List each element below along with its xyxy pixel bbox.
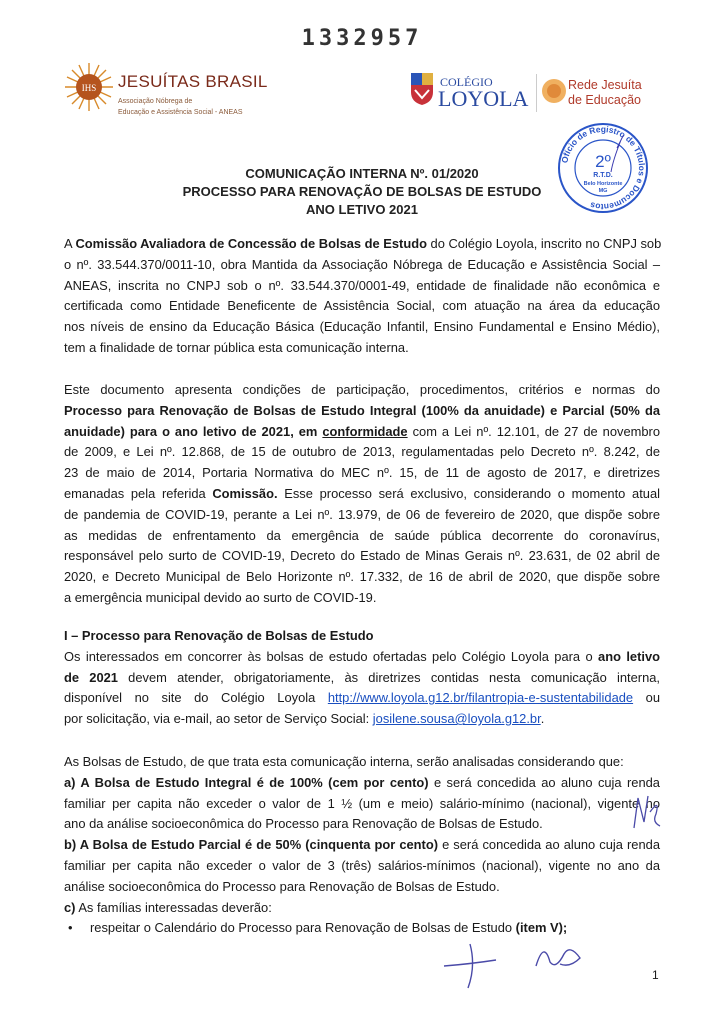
text-line [64, 814, 660, 835]
section-1-process [64, 626, 660, 730]
paragraph-legal-basis [64, 380, 660, 609]
rede-line1: Rede Jesuíta [568, 78, 642, 92]
text-run: análise socioeconômica do Processo para Renovação de Bolsas de Estudo. [64, 878, 500, 894]
rede-jesuita-label [568, 78, 642, 108]
text-run: o nº. 33.544.370/0011-10, obra Mantida da Associação Nóbrega de Educação e Assistência Social – [64, 256, 660, 272]
text-line [64, 898, 660, 919]
stamp-city: Belo Horizonte [583, 181, 623, 187]
text-line [64, 380, 660, 401]
text-run: tem a finalidade de tornar pública esta comunicação interna. [64, 339, 409, 355]
text-line [64, 709, 660, 730]
text-line [64, 505, 660, 526]
jesuitas-subtitle [118, 96, 243, 118]
colegio-label: COLÉGIO [440, 75, 493, 89]
text-run: nos níveis de ensino da Educação Básica (Educação Infantil, Ensino Fundamental e Ensino Médio), [64, 319, 660, 335]
email-link[interactable]: josilene.sousa@loyola.g12.br [372, 711, 541, 727]
text-run: do Colégio Loyola, inscrito no CNPJ sob [426, 236, 662, 251]
text-run: Os interessados em concorrer às bolsas de estudo ofertadas pelo Colégio Loyola para o [64, 648, 599, 664]
text-line [64, 668, 660, 689]
text-line [64, 422, 660, 443]
text-run: de pandemia de COVID-19, perante a Lei nº. 13.979, de 06 de fevereiro de 2020, que dispõe sobre [64, 506, 660, 522]
text-run: . [540, 711, 545, 727]
text-run: e será concedida ao aluno cuja renda [428, 774, 660, 790]
jesuitas-emblem-icon [64, 62, 114, 112]
title-line2: PROCESSO PARA RENOVAÇÃO DE BOLSAS DE ESTUDO [182, 184, 542, 199]
bold-text: Bolsa de Estudo Parcial é de 50% (cinquenta por cento) [92, 837, 438, 853]
text-run: A [64, 236, 76, 251]
jesuitas-sub-line1: Associação Nóbrega de [118, 98, 193, 105]
text-run: Esse processo será exclusivo, considerando o momento atual [277, 485, 660, 501]
rede-jesuita-emblem-icon [541, 78, 567, 104]
loyola-shield-icon [410, 72, 434, 106]
text-line [64, 401, 660, 422]
text-line [64, 588, 660, 609]
text-line [64, 463, 660, 484]
text-run: ANEAS, inscrita no CNPJ sob o nº. 33.544.370/0001-49, entidade de finalidade não econômica e [64, 277, 660, 293]
text-run: respeitar o Calendário do Processo para Renovação de Bolsas de Estudo [90, 920, 516, 936]
text-line [64, 877, 660, 898]
bold-text: Comissão Avaliadora de Concessão de Bolsas de Estudo [75, 236, 427, 251]
text-run: ou [633, 690, 660, 706]
bold-text: c) [64, 899, 76, 915]
text-line [64, 688, 660, 709]
title-line3: ANO LETIVO 2021 [306, 202, 418, 217]
bold-text: conformidade [322, 423, 408, 439]
text-run: emanadas pela referida [64, 485, 213, 501]
paragraph-scholarship-criteria [64, 752, 660, 939]
text-run: familiar per capita não exceder o valor de 3 (três) salários-mínimos (nacional), vigente no ano da [64, 857, 660, 873]
text-line [64, 296, 660, 317]
text-line [64, 546, 660, 567]
page-number: 1 [652, 968, 659, 982]
text-run: por solicitação, via e-mail, ao setor de Serviço Social: [64, 711, 373, 727]
text-line [64, 255, 660, 276]
bold-text: Bolsa de Estudo Integral é de 100% (cem por cento) [94, 774, 429, 790]
bold-text: I – Processo para Renovação de Bolsas de Estudo [64, 628, 374, 643]
text-run: de 2009, e Lei nº. 12.868, de 15 de outubro de 2013, regulamentadas pelo Decreto nº. 8.242, de [64, 444, 660, 460]
jesuitas-brasil-name: JESUÍTAS BRASIL [118, 72, 268, 91]
text-line [64, 856, 660, 877]
text-line [64, 338, 660, 359]
text-line [64, 276, 660, 297]
stamp-center: 2º [595, 152, 611, 171]
document-number: 1332957 [301, 26, 423, 51]
stamp-ring-text: Ofício de Registro de Títulos e Documentos [559, 123, 648, 213]
text-line [64, 442, 660, 463]
handwritten-signatures [440, 936, 590, 997]
bold-text: anuidade) para o ano letivo de 2021, em [64, 423, 323, 439]
text-run: familiar per capita não exceder o valor de 1 ½ (um e meio) salário-mínimo (nacional), vigente no [64, 795, 660, 811]
text-run: as medidas de enfrentamento da emergência de saúde pública decorrente do coronavírus, [64, 527, 660, 543]
text-run: a emergência municipal devido ao surto de COVID-19. [64, 589, 377, 605]
bold-text: de 2021 [64, 669, 118, 685]
website-link[interactable]: http://www.loyola.g12.br/filantropia-e-sustentabilidade [327, 690, 634, 706]
text-run: 2020, e Decreto Municipal de Belo Horizonte nº. 17.332, de 16 de abril de 2020, que dispõe sobre [64, 569, 660, 585]
bold-text: b) A [64, 837, 93, 853]
text-run: As famílias interessadas deverão: [75, 899, 272, 915]
title-line1: COMUNICAÇÃO INTERNA Nº. 01/2020 [245, 166, 479, 181]
text-run: disponível no site do Colégio Loyola [64, 690, 328, 706]
paragraph-intro [64, 234, 660, 359]
text-run: Este documento apresenta condições de participação, procedimentos, critérios e normas do [64, 382, 660, 397]
text-run: certificada como Entidade Beneficente de Assistência Social, com atuação na área da educação [64, 298, 660, 314]
bold-text: a) A [64, 774, 95, 790]
text-line [64, 773, 660, 794]
stamp-state: MG [598, 188, 608, 194]
text-line [64, 317, 660, 338]
text-run: As Bolsas de Estudo, de que trata esta comunicação interna, serão analisadas considerando que: [64, 754, 624, 769]
handwritten-initials-margin [630, 792, 666, 837]
text-line [64, 234, 660, 255]
rede-line2: de Educação [568, 93, 641, 107]
text-line [64, 752, 660, 773]
text-line [64, 567, 660, 588]
jesuitas-sub-line2: Educação e Assistência Social - ANEAS [118, 109, 243, 116]
bold-text: (item V); [515, 920, 568, 936]
emblem-text: IHS [81, 83, 97, 93]
text-line [64, 647, 660, 668]
bold-text: Comissão. [212, 485, 278, 501]
text-run: devem atender, obrigatoriamente, às diretrizes contidas nesta comunicação interna, [117, 669, 660, 685]
text-run: responsável pelo surto de COVID-19, Decreto do Estado de Minas Gerais nº. 23.631, de 02 abril de [64, 548, 660, 564]
loyola-label: LOYOLA [438, 86, 529, 111]
text-line [64, 794, 660, 815]
stamp-rtd: R.T.D. [593, 172, 613, 179]
text-line [64, 526, 660, 547]
text-line [64, 484, 660, 505]
text-run: com a Lei nº. 12.101, de 27 de novembro [407, 423, 660, 439]
text-line [64, 835, 660, 856]
section-heading [64, 626, 660, 647]
bold-text: ano letivo [598, 648, 661, 664]
text-run: ano da análise socioeconômica do Processo para Renovação de Bolsas de Estudo. [64, 816, 543, 832]
text-run: 23 de maio de 2014, Portaria Normativa do MEC nº. 15, de 11 de agosto de 2017, e diretrizes [64, 465, 660, 481]
bold-text: Processo para Renovação de Bolsas de Estudo Integral (100% da anuidade) e Parcial (50% da [64, 402, 660, 418]
text-run: e será concedida ao aluno cuja renda [438, 837, 660, 853]
logo-divider [536, 74, 537, 112]
